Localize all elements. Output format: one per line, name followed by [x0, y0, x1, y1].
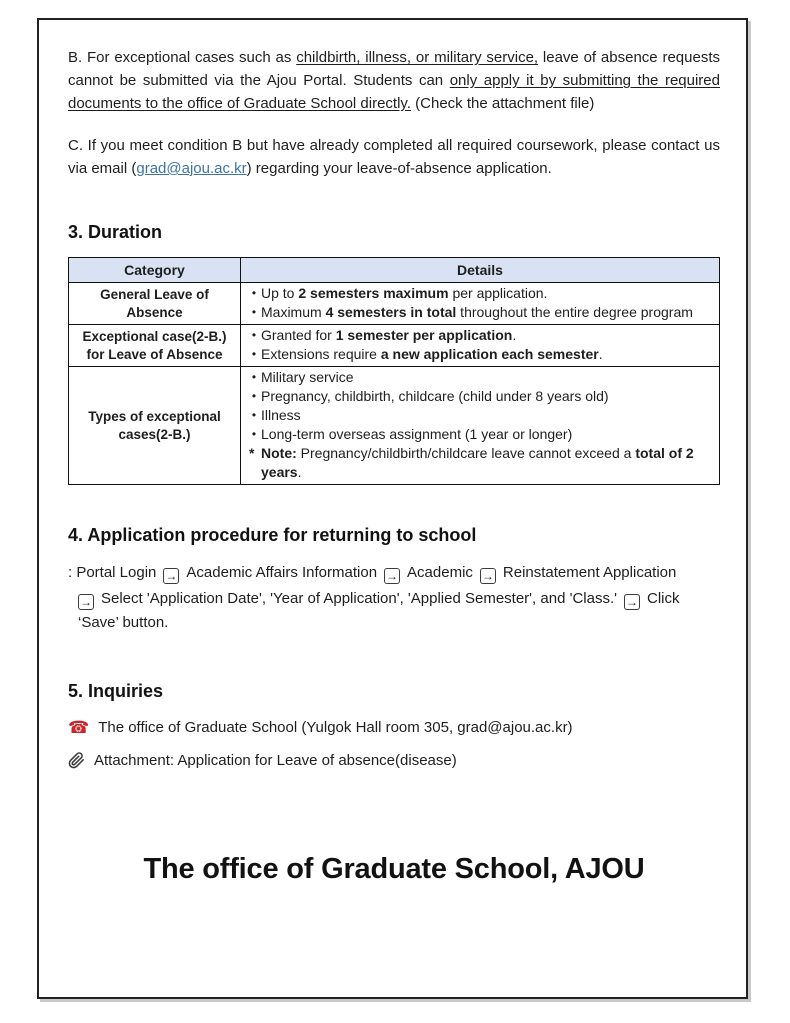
detail-line: • Extensions require a new application each semester. [247, 345, 711, 364]
bullet-marker: • [251, 305, 257, 319]
category-cell: Exceptional case(2-B.) for Leave of Absence [69, 325, 241, 367]
procedure-step: Academic Affairs Information [186, 564, 378, 581]
detail-line: • Granted for 1 semester per application. [247, 326, 711, 345]
detail-note-line: * Note: Pregnancy/childbirth/childcare leave cannot exceed a total of 2 years. [249, 445, 694, 480]
document-page [37, 18, 748, 999]
bullet-marker: • [251, 370, 257, 384]
asterisk-marker: * [249, 445, 255, 461]
detail-line: • Up to 2 semesters maximum per application. [247, 284, 711, 303]
table-row [69, 325, 720, 367]
procedure-line-2 [68, 587, 720, 635]
underlined-phrase: childbirth, illness, or military service, [296, 49, 539, 66]
category-cell: General Leave of Absence [69, 283, 241, 325]
arrow-right-icon: → [80, 594, 92, 609]
arrow-right-icon: → [625, 594, 638, 609]
detail-line: • Illness [247, 406, 711, 425]
detail-line: • Long-term overseas assignment (1 year or longer) [247, 425, 711, 444]
table-row [69, 367, 720, 485]
inquiry-attachment-text: Attachment: Application for Leave of absence(disease) [94, 752, 457, 769]
bullet-marker: • [251, 389, 257, 403]
inquiry-phone-text: The office of Graduate School (Yulgok Hall room 305, grad@ajou.ac.kr) [98, 719, 573, 736]
paragraph-b-text: leave of absence requests cannot be submitted via the Ajou Portal. Students can [68, 49, 720, 89]
column-header-category: Category [69, 258, 241, 283]
paragraph-b [68, 46, 720, 115]
email-link[interactable]: grad@ajou.ac.kr [136, 160, 247, 177]
section-3-heading: 3. Duration [68, 222, 163, 242]
duration-table [68, 257, 720, 485]
bullet-marker: • [251, 286, 257, 300]
category-cell: Types of exceptional cases(2-B.) [69, 367, 241, 485]
procedure-line-1 [68, 561, 720, 585]
paragraph-b-text: (Check the attachment file) [410, 95, 595, 112]
column-header-details: Details [241, 258, 720, 283]
arrow-right-icon: → [386, 568, 399, 583]
inquiry-attachment-line [68, 752, 720, 769]
section-4-heading: 4. Application procedure for returning to school [68, 525, 477, 545]
paragraph-c-text: C. If you meet condition B but have already completed all required coursework, please contact us via email ( [68, 137, 720, 177]
procedure-step: : Portal Login [68, 564, 157, 581]
arrow-right-icon: → [165, 568, 178, 583]
paragraph-b-text: B. For exceptional cases such as [68, 49, 297, 66]
paperclip-icon [68, 752, 85, 769]
bullet-marker: • [251, 408, 257, 422]
arrow-right-icon: → [481, 568, 494, 583]
phone-icon: ☎ [68, 718, 90, 737]
detail-line: • Pregnancy, childbirth, childcare (child under 8 years old) [247, 387, 711, 406]
underlined-phrase: only apply it by submitting the required documents to the office of Graduate School directly. [68, 72, 720, 112]
table-row [69, 283, 720, 325]
procedure-step: Reinstatement Application [502, 564, 677, 581]
detail-line: • Maximum 4 semesters in total throughout the entire degree program [247, 303, 711, 322]
table-header-row [69, 258, 720, 283]
details-cell [241, 325, 720, 367]
section-5-heading: 5. Inquiries [68, 681, 164, 701]
details-cell [241, 283, 720, 325]
bullet-marker: • [251, 427, 257, 441]
paragraph-c [68, 134, 720, 180]
details-cell [241, 367, 720, 485]
bullet-marker: • [251, 347, 257, 361]
bullet-marker: • [251, 328, 257, 342]
procedure-step: Click ‘Save’ button. [78, 590, 680, 631]
inquiry-phone-line [68, 719, 720, 736]
procedure-step: Select 'Application Date', 'Year of Application', 'Applied Semester', and 'Class.' [101, 590, 617, 607]
procedure-step: Academic [407, 564, 473, 581]
footer-title: The office of Graduate School, AJOU [143, 853, 645, 885]
detail-line: • Military service [247, 368, 711, 387]
paragraph-c-text: ) regarding your leave-of-absence application. [246, 160, 552, 177]
